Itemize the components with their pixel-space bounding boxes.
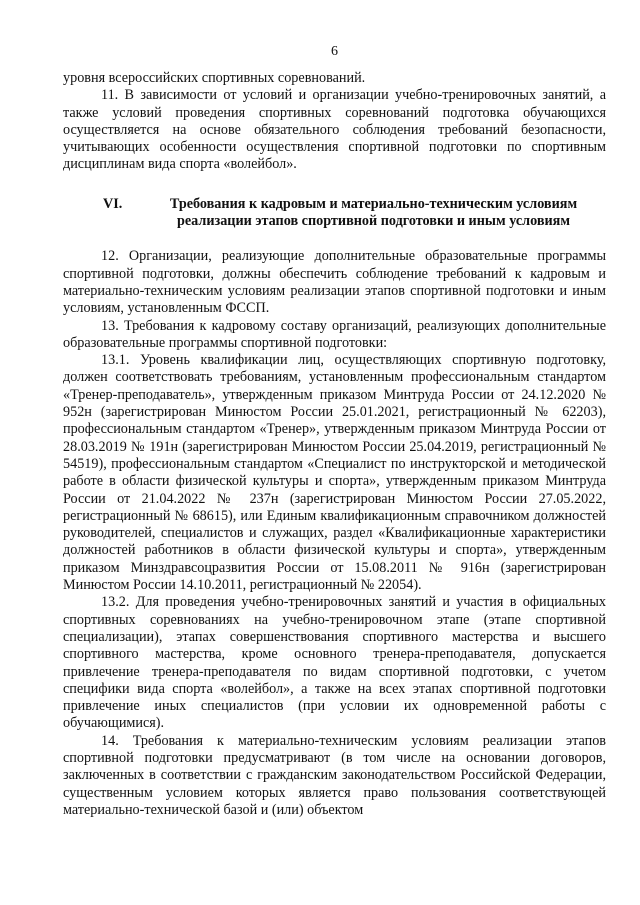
paragraph-13: 13. Требования к кадровому составу организаций, реализующих дополнительные образовательные программы спортивной подготовки: [63, 317, 606, 351]
paragraph-13-1: 13.1. Уровень квалификации лиц, осуществляющих спортивную подготовку, должен соответствовать требованиям, установленным профессиональным стандартом «Тренер-преподаватель», утвержденным приказом Минтруда России от 24.12.2020 № 952н (зарегистрирован Минюстом России 25.01.2021, регистрационный № 62203), профессиональным стандартом «Тренер», утвержденным приказом Минтруда России от 28.03.2019 № 191н (зарегистрирован Минюстом России 25.04.2019, регистрационный № 54519), профессиональным стандартом «Специалист по инструкторской и методической работе в области физической культуры и спорта», утвержденным приказом Минтруда России от 21.04.2022 № 237н (зарегистрирован Минюстом России 27.05.2022, регистрационный № 68615), или Единым квалификационным справочником должностей руководителей, специалистов и служащих, раздел «Квалификационные характеристики должностей работников в области физической культуры и спорта», утвержденным приказом Минздравсоцразвития России от 15.08.2011 № 916н (зарегистрирован Минюстом России 14.10.2011, регистрационный № 22054). [63, 352, 606, 594]
paragraph-12: 12. Организации, реализующие дополнительные образовательные программы спортивной подготовки, должны обеспечить соблюдение требований к кадровым и материально-техническим условиям реализации этапов спортивной подготовки и иным условиям, установленным ФССП. [63, 248, 606, 317]
section-title: Требования к кадровым и материально-техническим условиям реализации этапов спортивной подготовки и иным условиям [169, 195, 578, 230]
paragraph: уровня всероссийских спортивных соревнований. [63, 70, 366, 86]
paragraph-13-2: 13.2. Для проведения учебно-тренировочных занятий и участия в официальных спортивных соревнованиях на учебно-тренировочном этапе (этапе спортивной специализации), этапах совершенствования спортивного мастерства и высшего спортивного мастерства, кроме основного тренера-преподавателя, допускается привлечение тренера-преподавателя по видам спортивной подготовки, с учетом специфики вида спорта «волейбол», а также на всех этапах спортивной подготовки привлечение иных специалистов (при условии их одновременной работы с обучающимися). [63, 594, 606, 732]
page-number: 6 [331, 44, 338, 59]
paragraph-14: 14. Требования к материально-техническим условиям реализации этапов спортивной подготовки предусматривают (в том числе на основании договоров, заключенных в соответствии с гражданским законодательством Российской Федерации, существенным условием которых является право пользования соответствующей материально-технической базой и (или) объектом [63, 732, 606, 818]
document-body [63, 70, 606, 819]
paragraph-11: 11. В зависимости от условий и организации учебно-тренировочных занятий, а также условий проведения спортивных соревнований подготовка обучающихся осуществляется на основе обязательного соблюдения требований безопасности, учитывающих особенности осуществления спортивной подготовки по спортивным дисциплинам вида спорта «волейбол». [63, 87, 606, 173]
section-heading [63, 196, 606, 231]
section-number: VI. [103, 195, 123, 212]
